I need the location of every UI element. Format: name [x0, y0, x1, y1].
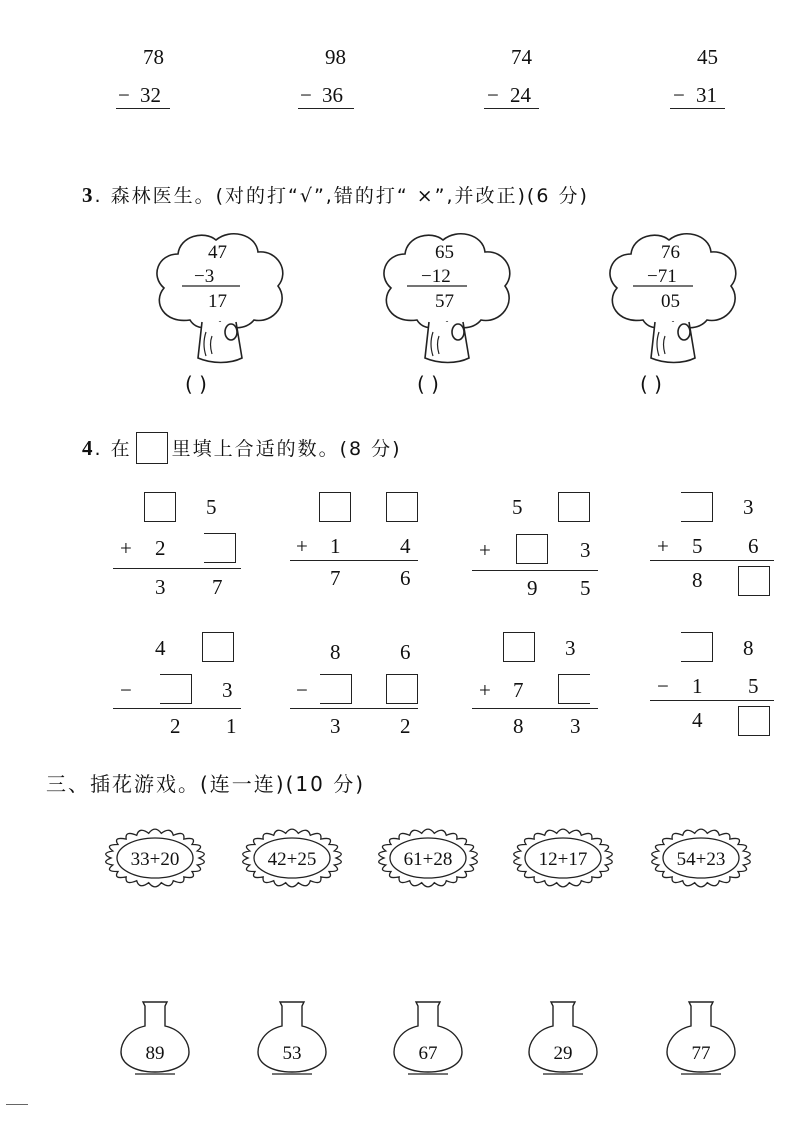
digit: 8	[513, 714, 524, 738]
digit: 3	[570, 714, 581, 738]
flower-item[interactable]	[379, 829, 478, 887]
vase-number: 53	[282, 1043, 302, 1064]
section-number: 3	[82, 183, 95, 207]
section-4-heading	[82, 432, 402, 464]
problem-operator: −	[300, 83, 312, 107]
flower-expression: 54+23	[676, 849, 726, 870]
operator-plus: +	[296, 534, 308, 558]
sample-box-icon	[136, 432, 168, 464]
digit: 1	[226, 714, 237, 738]
answer-line	[472, 570, 598, 571]
digit: 3	[330, 714, 341, 738]
digit: 6	[400, 640, 411, 664]
answer-box[interactable]	[144, 492, 176, 522]
problem-bottom-number: 36	[322, 83, 343, 107]
tree-result-number: 57	[435, 291, 454, 312]
digit: 8	[743, 636, 754, 660]
vases-row	[100, 1000, 780, 1080]
tree-problem-1	[150, 228, 290, 370]
answer-line	[113, 708, 241, 709]
problem-top-number: 78	[143, 45, 164, 69]
digit: 3	[155, 575, 166, 599]
digit: 3	[222, 678, 233, 702]
digit: 1	[692, 674, 703, 698]
digit: 1	[330, 534, 341, 558]
answer-box[interactable]	[558, 674, 590, 704]
problem-top-number: 98	[325, 45, 346, 69]
answer-line	[484, 108, 539, 109]
digit: 7	[212, 575, 223, 599]
vase-number: 77	[691, 1043, 711, 1064]
digit: 5	[206, 495, 217, 519]
digit: 5	[692, 534, 703, 558]
digit: 3	[580, 538, 591, 562]
flower-item[interactable]	[514, 829, 613, 887]
tree-result-number: 05	[661, 291, 680, 312]
answer-box[interactable]	[319, 492, 351, 522]
problem-operator: −	[487, 83, 499, 107]
flowers-row	[100, 818, 780, 898]
answer-line	[650, 700, 774, 701]
tree-problem-3	[603, 228, 743, 370]
digit: 9	[527, 576, 538, 600]
answer-box[interactable]	[681, 632, 713, 662]
digit: 7	[330, 566, 341, 590]
answer-box[interactable]	[503, 632, 535, 662]
operator-minus: −	[657, 674, 669, 698]
vase-number: 67	[418, 1043, 438, 1064]
flower-expression: 12+17	[538, 849, 588, 870]
vase-item[interactable]	[394, 1002, 462, 1074]
section-title-prefix: . 在	[94, 438, 132, 460]
digit: 8	[330, 640, 341, 664]
tree-problem-2	[377, 228, 517, 370]
operator-plus: +	[657, 534, 669, 558]
digit: 8	[692, 568, 703, 592]
answer-line	[116, 108, 170, 109]
answer-box[interactable]	[558, 492, 590, 522]
answer-line	[670, 108, 725, 109]
flower-expression: 61+28	[403, 849, 453, 870]
answer-box[interactable]	[202, 632, 234, 662]
tree-top-number: 47	[208, 242, 227, 263]
answer-parentheses-1[interactable]: ( )	[185, 372, 207, 396]
problem-bottom-number: 32	[140, 83, 161, 107]
flower-expression: 33+20	[130, 849, 180, 870]
answer-parentheses-2[interactable]: ( )	[417, 372, 439, 396]
operator-minus: −	[120, 678, 132, 702]
tree-bottom-number: −3	[194, 266, 215, 287]
section-title-suffix: 里填上合适的数。(8 分)	[171, 438, 402, 460]
tree-result-number: 17	[208, 291, 227, 312]
digit: 3	[565, 636, 576, 660]
vase-item[interactable]	[667, 1002, 735, 1074]
digit: 4	[155, 636, 166, 660]
page-edge-mark	[6, 1104, 28, 1105]
answer-box[interactable]	[320, 674, 352, 704]
answer-line	[650, 560, 774, 561]
answer-box[interactable]	[386, 492, 418, 522]
section-number: 4	[82, 436, 95, 460]
tree-bottom-number: −71	[647, 266, 677, 287]
digit: 3	[743, 495, 754, 519]
digit: 6	[400, 566, 411, 590]
section-title: . 森林医生。(对的打“√”,错的打“ ×”,并改正)(6 分)	[94, 185, 589, 207]
digit: 2	[155, 536, 166, 560]
operator-plus: +	[479, 678, 491, 702]
digit: 5	[580, 576, 591, 600]
digit: 7	[513, 678, 524, 702]
operator-plus: +	[479, 538, 491, 562]
answer-line	[290, 708, 418, 709]
digit: 5	[748, 674, 759, 698]
flower-item[interactable]	[652, 829, 751, 887]
vase-number: 29	[553, 1043, 573, 1064]
digit: 4	[692, 708, 703, 732]
answer-box[interactable]	[738, 566, 770, 596]
answer-line	[472, 708, 598, 709]
vases-svg	[100, 1000, 780, 1080]
vase-item[interactable]	[121, 1002, 189, 1074]
answer-box[interactable]	[516, 534, 548, 564]
answer-line	[113, 568, 241, 569]
flower-item[interactable]	[243, 829, 342, 887]
vase-item[interactable]	[258, 1002, 326, 1074]
section-three-heading: 三、插花游戏。(连一连)(10 分)	[46, 772, 366, 796]
answer-box[interactable]	[738, 706, 770, 736]
problem-operator: −	[118, 83, 130, 107]
vase-number: 89	[145, 1043, 165, 1064]
answer-box[interactable]	[160, 674, 192, 704]
flower-item[interactable]	[106, 829, 205, 887]
digit: 2	[400, 714, 411, 738]
answer-box[interactable]	[204, 533, 236, 563]
tree-top-number: 76	[661, 242, 680, 263]
answer-line	[298, 108, 354, 109]
digit: 2	[170, 714, 181, 738]
flower-expression: 42+25	[267, 849, 317, 870]
tree-bottom-number: −12	[421, 266, 451, 287]
section-3-heading	[82, 181, 589, 208]
vase-item[interactable]	[529, 1002, 597, 1074]
answer-box[interactable]	[386, 674, 418, 704]
operator-minus: −	[296, 678, 308, 702]
digit: 4	[400, 534, 411, 558]
digit: 6	[748, 534, 759, 558]
digit: 5	[512, 495, 523, 519]
problem-bottom-number: 31	[696, 83, 717, 107]
answer-box[interactable]	[681, 492, 713, 522]
answer-parentheses-3[interactable]: ( )	[640, 372, 662, 396]
problem-top-number: 74	[511, 45, 532, 69]
tree-top-number: 65	[435, 242, 454, 263]
problem-bottom-number: 24	[510, 83, 531, 107]
problem-top-number: 45	[697, 45, 718, 69]
flowers-svg	[100, 818, 780, 898]
answer-line	[290, 560, 418, 561]
operator-plus: +	[120, 536, 132, 560]
problem-operator: −	[673, 83, 685, 107]
